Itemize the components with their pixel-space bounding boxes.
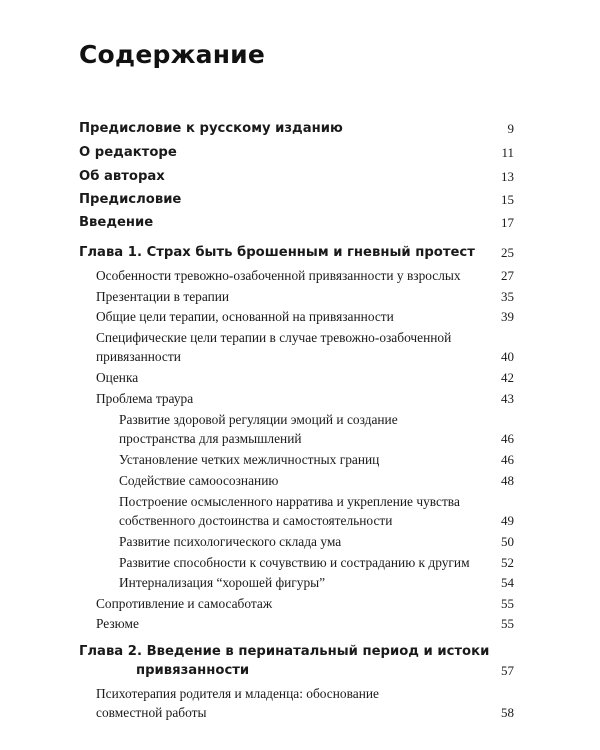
- toc-entry-title: Развитие психологического склада ума: [119, 534, 342, 549]
- toc-page-number: 42: [501, 370, 514, 385]
- toc-entry-continuation: пространства для размышлений: [119, 431, 302, 446]
- toc-page-number: 46: [501, 431, 514, 446]
- toc-page-number: 54: [501, 575, 514, 590]
- toc-page-number: 57: [501, 663, 514, 678]
- toc-entry-continuation: совместной работы: [96, 705, 207, 720]
- toc-entry-title: Сопротивление и самосаботаж: [96, 596, 273, 611]
- toc-entry-title: Введение: [79, 215, 154, 230]
- toc-entry-continuation: собственного достоинства и самостоятельности: [119, 513, 393, 528]
- toc-page-number: 17: [501, 215, 514, 230]
- toc-entry-title: Предисловие: [79, 192, 182, 207]
- toc-page-number: 27: [501, 268, 514, 283]
- toc-page-number: 48: [501, 473, 514, 488]
- toc-entry-title: Общие цели терапии, основанной на привязанности: [96, 309, 394, 324]
- toc-entry-title: Развитие здоровой регуляции эмоций и создание: [119, 412, 398, 427]
- toc-page-number: 50: [501, 534, 514, 549]
- toc-entry-title: Развитие способности к сочувствию и состраданию к другим: [119, 555, 470, 570]
- toc-entry-title: Предисловие к русскому изданию: [79, 121, 343, 136]
- toc-page-number: 55: [501, 616, 514, 631]
- toc-entry-title: Оценка: [96, 370, 139, 385]
- toc-page-number: 40: [501, 349, 514, 364]
- toc-page-number: 11: [501, 145, 514, 160]
- toc-entry-continuation: привязанности: [96, 349, 181, 364]
- toc-entry-title: Глава 2. Введение в перинатальный период и истоки: [79, 644, 490, 659]
- toc-entry-title: Резюме: [96, 616, 139, 631]
- toc-page-number: 49: [501, 513, 514, 528]
- toc-entry-title: Установление четких межличностных границ: [119, 452, 380, 467]
- toc-entry-title: Особенности тревожно-озабоченной привязанности у взрослых: [96, 268, 461, 283]
- toc-page-number: 52: [501, 555, 514, 570]
- page-title: Содержание: [79, 40, 266, 69]
- toc-entry-title: Презентации в терапии: [96, 289, 230, 304]
- toc-entry-title: Об авторах: [79, 169, 165, 184]
- toc-entry-title: Построение осмысленного нарратива и укрепление чувства: [119, 494, 460, 509]
- toc-page-number: 55: [501, 596, 514, 611]
- toc-page-number: 46: [501, 452, 514, 467]
- toc-entry-title: Глава 1. Страх быть брошенным и гневный протест: [79, 245, 475, 260]
- toc-entry-title: Психотерапия родителя и младенца: обоснование: [96, 686, 379, 701]
- toc-page-number: 15: [501, 192, 514, 207]
- toc-entry-title: Специфические цели терапии в случае тревожно-озабоченной: [96, 330, 452, 345]
- toc-page-number: 43: [501, 391, 514, 406]
- toc-entry-title: Проблема траура: [96, 391, 194, 406]
- toc-entry-title: Интернализация “хорошей фигуры”: [119, 575, 326, 590]
- toc-page-number: 35: [501, 289, 514, 304]
- toc-entry-title: Содействие самоосознанию: [119, 473, 279, 488]
- toc-page-number: 13: [501, 169, 514, 184]
- toc-page-number: 9: [507, 121, 514, 136]
- toc-page-number: 58: [501, 705, 514, 720]
- toc-page-number: 39: [501, 309, 514, 324]
- toc-entry-continuation: привязанности: [136, 663, 250, 678]
- toc-entry-title: О редакторе: [79, 145, 177, 160]
- toc-page-number: 25: [501, 245, 514, 260]
